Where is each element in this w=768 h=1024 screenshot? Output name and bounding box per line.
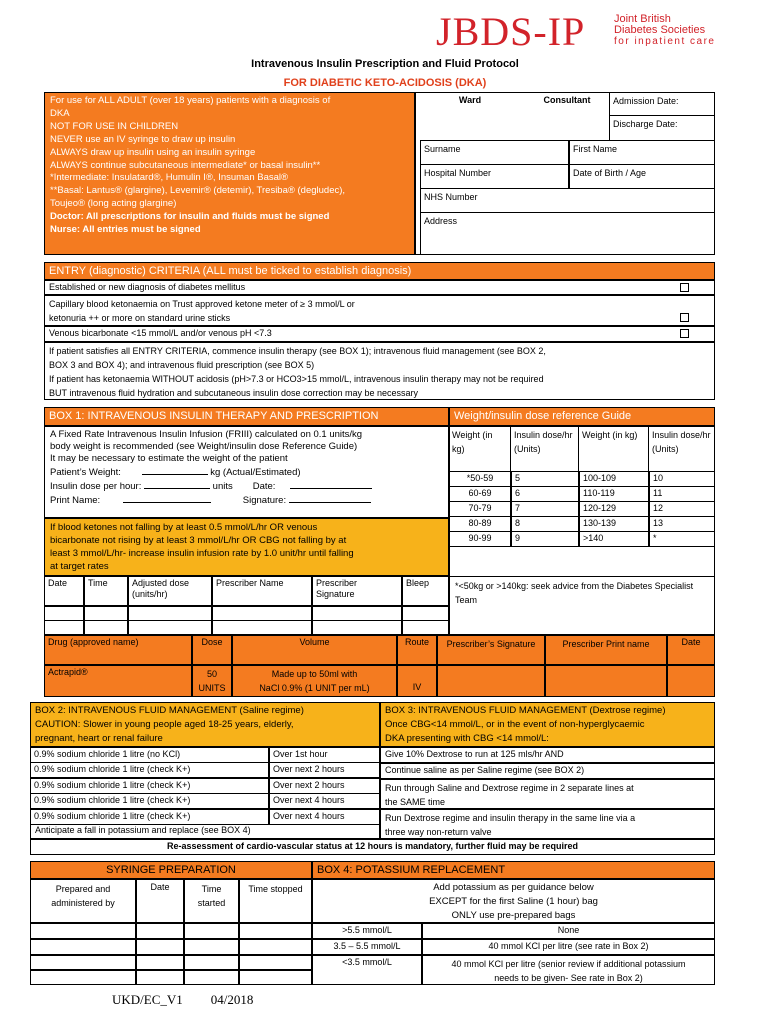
box3-step-2: Continue saline as per Saline regime (see BOX 2): [380, 763, 715, 779]
document-code: UKD/EC_V1 04/2018: [112, 992, 254, 1007]
box3-step-1: Give 10% Dextrose to run at 125 mls/hr AND: [380, 747, 715, 763]
syringe-entry-cell[interactable]: [239, 970, 312, 985]
entry-guidance: If patient satisfies all ENTRY CRITERIA, commence insulin therapy (see BOX 1); intravenous fluid management (see BOX 2, BOX 3 and BOX 4); and intravenous fluid prescription (see BOX 5) If patient has ketonaemia WITHOUT acidosis (pH>7.3 or HCO3>15 mmol/L, intravenous insulin therapy may not be required BUT intravenous fluid hydration and subcutaneous insulin dose correction may be necessary: [44, 342, 715, 400]
saline-duration: Over next 2 hours: [269, 762, 380, 778]
drug-route: IV: [397, 665, 437, 697]
weight-guide-header: Weight/insulin dose reference Guide: [449, 407, 715, 426]
syringe-entry-cell[interactable]: [184, 923, 239, 939]
drug-dose: 50 UNITS: [192, 665, 232, 697]
adjust-cell[interactable]: [128, 620, 212, 635]
criterion-bicarbonate-checkbox[interactable]: [680, 329, 689, 338]
saline-bag: 0.9% sodium chloride 1 litre (check K+): [30, 793, 269, 809]
guide-cell: 130-139: [579, 516, 649, 532]
saline-bag: 0.9% sodium chloride 1 litre (check K+): [30, 778, 269, 794]
saline-bag: 0.9% sodium chloride 1 litre (check K+): [30, 762, 269, 778]
drug-col-print-name: Prescriber Print name: [545, 635, 667, 665]
surname-field[interactable]: Surname: [420, 140, 569, 165]
guide-cell: 5: [511, 471, 579, 487]
discharge-date-field[interactable]: Discharge Date:: [613, 119, 678, 129]
saline-duration: Over next 4 hours: [269, 809, 380, 825]
syringe-col-time-stopped: Time stopped: [239, 879, 312, 923]
box1-warning: If blood ketones not falling by at least 0.5 mmol/L/hr OR venous bicarbonate not rising by at least 3 mmol/L/hr OR CBG not falling by at least 3 mmol/L/hr- increase insulin infusion rate by 1.0 unit/hr until falling at target rates: [44, 518, 449, 576]
criterion-diabetes-checkbox[interactable]: [680, 283, 689, 292]
drug-col-date: Date: [667, 635, 715, 665]
drug-print-name-cell[interactable]: [545, 665, 667, 697]
drug-signature-cell[interactable]: [437, 665, 545, 697]
box4-guidance: Add potassium as per guidance below EXCEPT for the first Saline (1 hour) bag ONLY use pre-prepared bags: [312, 879, 715, 923]
guide-cell: 100-109: [579, 471, 649, 487]
adjust-cell[interactable]: [84, 606, 128, 621]
saline-bag: 0.9% sodium chloride 1 litre (no KCl): [30, 747, 269, 763]
criterion-ketonaemia-checkbox[interactable]: [680, 313, 689, 322]
logo-line-1: Joint British: [614, 13, 671, 25]
syringe-entry-cell[interactable]: [30, 923, 136, 939]
reassessment-note: Re-assessment of cardio-vascular status at 12 hours is mandatory, further fluid may be required: [30, 839, 715, 855]
note-line: For use for ALL ADULT (over 18 years) patients with a diagnosis of: [50, 95, 331, 106]
syringe-entry-cell[interactable]: [30, 939, 136, 955]
syringe-entry-cell[interactable]: [136, 923, 184, 939]
adjust-cell[interactable]: [128, 606, 212, 621]
guide-cell: *: [649, 531, 715, 547]
drug-name: Actrapid®: [44, 665, 192, 697]
adjust-cell[interactable]: [212, 606, 312, 621]
logo: [436, 8, 726, 58]
saline-bag: 0.9% sodium chloride 1 litre (check K+): [30, 809, 269, 825]
guide-cell: 120-129: [579, 501, 649, 517]
note-line: ALWAYS continue subcutaneous intermediate* or basal insulin**: [50, 159, 321, 171]
drug-col-volume: Volume: [232, 635, 397, 665]
syringe-entry-cell[interactable]: [30, 970, 136, 985]
box2-header: BOX 2: INTRAVENOUS FLUID MANAGEMENT (Saline regime) CAUTION: Slower in young people aged 18-25 years, elderly, pregnant, heart or renal failure: [30, 702, 380, 747]
guide-cell: 13: [649, 516, 715, 532]
criterion-diabetes: Established or new diagnosis of diabetes mellitus: [44, 280, 715, 295]
syringe-col-date: Date: [136, 879, 184, 923]
page-title: Intravenous Insulin Prescription and Fluid Protocol: [251, 58, 519, 70]
guide-cell: 11: [649, 486, 715, 502]
drug-col-dose: Dose: [192, 635, 232, 665]
box3-header: BOX 3: INTRAVENOUS FLUID MANAGEMENT (Dextrose regime) Once CBG<14 mmol/L, or in the event of non-hyperglycaemic DKA presenting with CBG <14 mmol/L:: [380, 702, 715, 747]
address-field[interactable]: Address: [420, 212, 715, 255]
ward-field[interactable]: Ward: [458, 95, 482, 105]
col-bleep: Bleep: [402, 576, 449, 606]
guide-note: *<50kg or >140kg: seek advice from the Diabetes Specialist Team: [449, 576, 715, 635]
note-line-nurse: Nurse: All entries must be signed: [50, 224, 201, 236]
adjust-cell[interactable]: [312, 606, 402, 621]
potassium-dose: 40 mmol KCl per litre (see rate in Box 2): [422, 939, 715, 955]
box3-step-4: Run Dextrose regime and insulin therapy in the same line via a three way non-return valve: [380, 809, 715, 839]
potassium-level: <3.5 mmol/L: [312, 955, 422, 985]
guide-cell: 80-89: [449, 516, 511, 532]
box4-header: BOX 4: POTASSIUM REPLACEMENT: [312, 861, 715, 879]
drug-volume: Made up to 50ml with NaCl 0.9% (1 UNIT per mL): [232, 665, 397, 697]
guide-cell: *50-59: [449, 471, 511, 487]
note-line: NOT FOR USE IN CHILDREN: [50, 120, 179, 132]
col-adjusted-dose: Adjusted dose (units/hr): [128, 576, 212, 606]
adjust-cell[interactable]: [402, 620, 449, 635]
adjust-cell[interactable]: [312, 620, 402, 635]
potassium-dose: None: [422, 923, 715, 939]
syringe-col-time-started: Time started: [184, 879, 239, 923]
adjust-cell[interactable]: [44, 620, 84, 635]
nhs-number-field[interactable]: NHS Number: [420, 188, 715, 213]
guide-cell: 60-69: [449, 486, 511, 502]
adjust-cell[interactable]: [212, 620, 312, 635]
drug-date-cell[interactable]: [667, 665, 715, 697]
adjust-cell[interactable]: [402, 606, 449, 621]
col-time: Time: [84, 576, 128, 606]
entry-criteria-header: ENTRY (diagnostic) CRITERIA (ALL must be ticked to establish diagnosis): [44, 262, 715, 280]
guide-col-dose: Insulin dose/hr (Units): [511, 426, 579, 471]
note-line: DKA: [50, 107, 70, 119]
box3-step-3: Run through Saline and Dextrose regime in 2 separate lines at the SAME time: [380, 779, 715, 809]
box2-footer: Anticipate a fall in potassium and replace (see BOX 4): [30, 824, 380, 839]
saline-duration: Over next 4 hours: [269, 793, 380, 809]
logo-line-2: Diabetes Societies: [614, 24, 706, 36]
guide-cell: >140: [579, 531, 649, 547]
drug-col-signature: Prescriber’s Signature: [437, 635, 545, 665]
guide-cell: 90-99: [449, 531, 511, 547]
syringe-entry-cell[interactable]: [239, 955, 312, 970]
guide-col-weight-2: Weight (in kg): [579, 426, 649, 471]
criterion-ketonaemia: Capillary blood ketonaemia on Trust approved ketone meter of ≥ 3 mmol/L or ketonuria ++ or more on standard urine sticks: [44, 295, 715, 326]
col-prescriber-name: Prescriber Name: [212, 576, 312, 606]
note-line: NEVER use an IV syringe to draw up insulin: [50, 133, 236, 145]
syringe-entry-cell[interactable]: [239, 923, 312, 939]
syringe-entry-cell[interactable]: [136, 939, 184, 955]
syringe-header: SYRINGE PREPARATION: [30, 861, 312, 879]
syringe-entry-cell[interactable]: [184, 970, 239, 985]
consultant-field[interactable]: Consultant: [525, 92, 610, 140]
drug-col-name: Drug (approved name): [44, 635, 192, 665]
guide-cell: 110-119: [579, 486, 649, 502]
syringe-entry-cell[interactable]: [184, 955, 239, 970]
dob-field[interactable]: Date of Birth / Age: [569, 164, 715, 189]
admission-date-field[interactable]: Admission Date:: [610, 92, 715, 116]
col-date: Date: [44, 576, 84, 606]
drug-col-route: Route: [397, 635, 437, 665]
box1-body: A Fixed Rate Intravenous Insulin Infusion (FRIII) calculated on 0.1 units/kg body weight is recommended (see Weight/insulin dose Reference Guide) It may be necessary to estimate the weight of the patient Patient’s Weight: kg (Actual/Estimated) Insulin dose per hour: units Date: Print Name: Signature:: [44, 426, 449, 518]
hospital-number-field[interactable]: Hospital Number: [420, 164, 569, 189]
syringe-entry-cell[interactable]: [184, 939, 239, 955]
saline-duration: Over next 2 hours: [269, 778, 380, 794]
page-subtitle: FOR DIABETIC KETO-ACIDOSIS (DKA): [283, 77, 487, 89]
saline-duration: Over 1st hour: [269, 747, 380, 763]
col-prescriber-signature: Prescriber Signature: [312, 576, 402, 606]
potassium-dose: 40 mmol KCl per litre (senior review if additional potassium needs to be given- See rate in Box 2): [422, 955, 715, 985]
note-line-doctor: Doctor: All prescriptions for insulin and fluids must be signed: [50, 211, 330, 223]
logo-wordmark: JBDS-IP: [436, 9, 586, 54]
criterion-bicarbonate: Venous bicarbonate <15 mmol/L and/or venous pH <7.3: [44, 326, 715, 342]
syringe-entry-cell[interactable]: [30, 955, 136, 970]
adjust-cell[interactable]: [84, 620, 128, 635]
syringe-entry-cell[interactable]: [136, 970, 184, 985]
logo-line-3: for inpatient care: [614, 36, 716, 47]
guide-cell: 70-79: [449, 501, 511, 517]
note-line: Toujeo® (long acting glargine): [50, 198, 177, 210]
potassium-level: >5.5 mmol/L: [312, 923, 422, 939]
syringe-entry-cell[interactable]: [239, 939, 312, 955]
guide-cell: 9: [511, 531, 579, 547]
box1-header: BOX 1: INTRAVENOUS INSULIN THERAPY AND PRESCRIPTION: [44, 407, 449, 426]
guide-cell: 8: [511, 516, 579, 532]
guide-col-dose-2: Insulin dose/hr (Units): [652, 430, 711, 454]
instructions-box: [44, 92, 415, 255]
guide-cell: 6: [511, 486, 579, 502]
guide-cell: 7: [511, 501, 579, 517]
note-line: ALWAYS draw up insulin using an insulin syringe: [50, 146, 256, 158]
guide-col-weight: Weight (in kg): [449, 426, 511, 471]
syringe-entry-cell[interactable]: [136, 955, 184, 970]
note-line: *Intermediate: Insulatard®, Humulin I®, Insuman Basal®: [50, 172, 289, 184]
first-name-field[interactable]: First Name: [569, 140, 715, 165]
guide-cell: 12: [649, 501, 715, 517]
syringe-col-prepared: Prepared and administered by: [30, 879, 136, 923]
guide-cell: 10: [649, 471, 715, 487]
note-line: **Basal: Lantus® (glargine), Levemir® (detemir), Tresiba® (degludec),: [50, 185, 346, 197]
adjust-cell[interactable]: [44, 606, 84, 621]
potassium-level: 3.5 – 5.5 mmol/L: [312, 939, 422, 955]
